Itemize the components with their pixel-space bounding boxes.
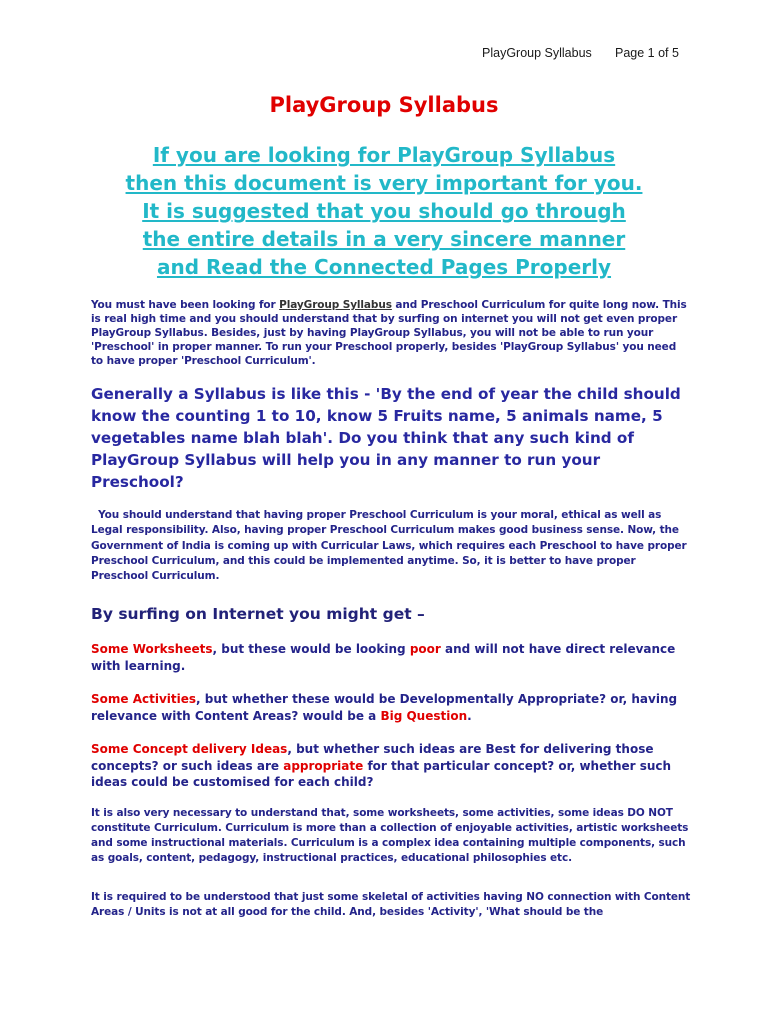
intro-line[interactable]: and Read the Connected Pages Properly [156,255,612,279]
item-text: and will not have direct relevance with learning. [91,642,676,673]
paragraph-curriculum-definition: It is also very necessary to understand that, some worksheets, some activities, some ideas DO NOT constitute Curriculum. Curriculum is more than a collection of enjoyable activities, artistic worksheets and some instructional materials. Curriculum is a complex idea containing multiple components, such as goals, content, pedagogy, instructional practices, educational philosophies etc. [91,807,689,864]
intro-block[interactable] [80,141,688,281]
item-text: , but these would be looking [212,642,410,656]
highlight-text: Some Concept delivery Ideas [91,742,288,756]
paragraph-text: You must have been looking for [91,299,280,311]
highlight-text: Some Activities [91,692,197,706]
paragraph-syllabus-example: Generally a Syllabus is like this - 'By the end of year the child should know the counting 1 to 10, know 5 Fruits name, 5 animals name, 5 vegetables name blah blah'. Do you think that any such kind of PlayGroup Syllabus will help you in any manner to run your Preschool? [91,385,681,491]
item-text: for that particular concept? or, whether such ideas could be customised for each child? [91,758,672,789]
playgroup-syllabus-link[interactable]: PlayGroup Syllabus [279,299,392,311]
item-text: . [467,708,472,723]
list-item-concept-ideas [91,741,691,791]
highlight-text: Big Question [380,708,468,723]
paragraph-intro [91,298,691,368]
list-item-worksheets [91,641,691,674]
highlight-text: Some Worksheets [91,642,213,656]
item-text: , but whether these would be Developmentally Appropriate? or, having relevance with Content Areas? would be a [91,692,678,723]
paragraph-text: and Preschool Curriculum for quite long now. This is real high time and you should understand that by surfing on internet you will not get even proper PlayGroup Syllabus. Besides, just by having PlayGroup Syllabus, you will not be able to run your 'Preschool' in proper manner. To run your Preschool properly, besides 'PlayGroup Syllabus' you need to have proper 'Preschool Curriculum'. [91,299,687,367]
document-title: PlayGroup Syllabus [269,93,499,117]
header-title: PlayGroup Syllabus [482,46,592,60]
paragraph-legal-responsibility: You should understand that having proper Preschool Curriculum is your moral, ethical as well as Legal responsibility. Also, having proper Preschool Curriculum makes good business sense. Now, the Government of India is coming up with Curricular Laws, which requires each Preschool to have proper Preschool Curriculum, and this could be implemented anytime. So, it is better to have proper Preschool Curriculum. [91,509,687,583]
highlight-text: appropriate [283,758,364,773]
intro-line[interactable]: It is suggested that you should go through [142,199,626,223]
page-header [0,46,768,64]
page-number: Page 1 of 5 [615,46,679,60]
section-heading: By surfing on Internet you might get – [91,605,425,623]
intro-line[interactable]: If you are looking for PlayGroup Syllabus [152,143,616,167]
paragraph-content-areas: It is required to be understood that just some skeletal of activities having NO connection with Content Areas / Units is not at all good for the child. And, besides 'Activity', 'What should be the [91,891,691,918]
highlight-text: poor [409,642,441,656]
intro-line[interactable]: then this document is very important for you. [125,171,643,195]
intro-line[interactable]: the entire details in a very sincere manner [142,227,626,251]
item-text: , but whether such ideas are Best for delivering those concepts? or such ideas are [91,742,654,773]
list-item-activities [91,691,691,724]
